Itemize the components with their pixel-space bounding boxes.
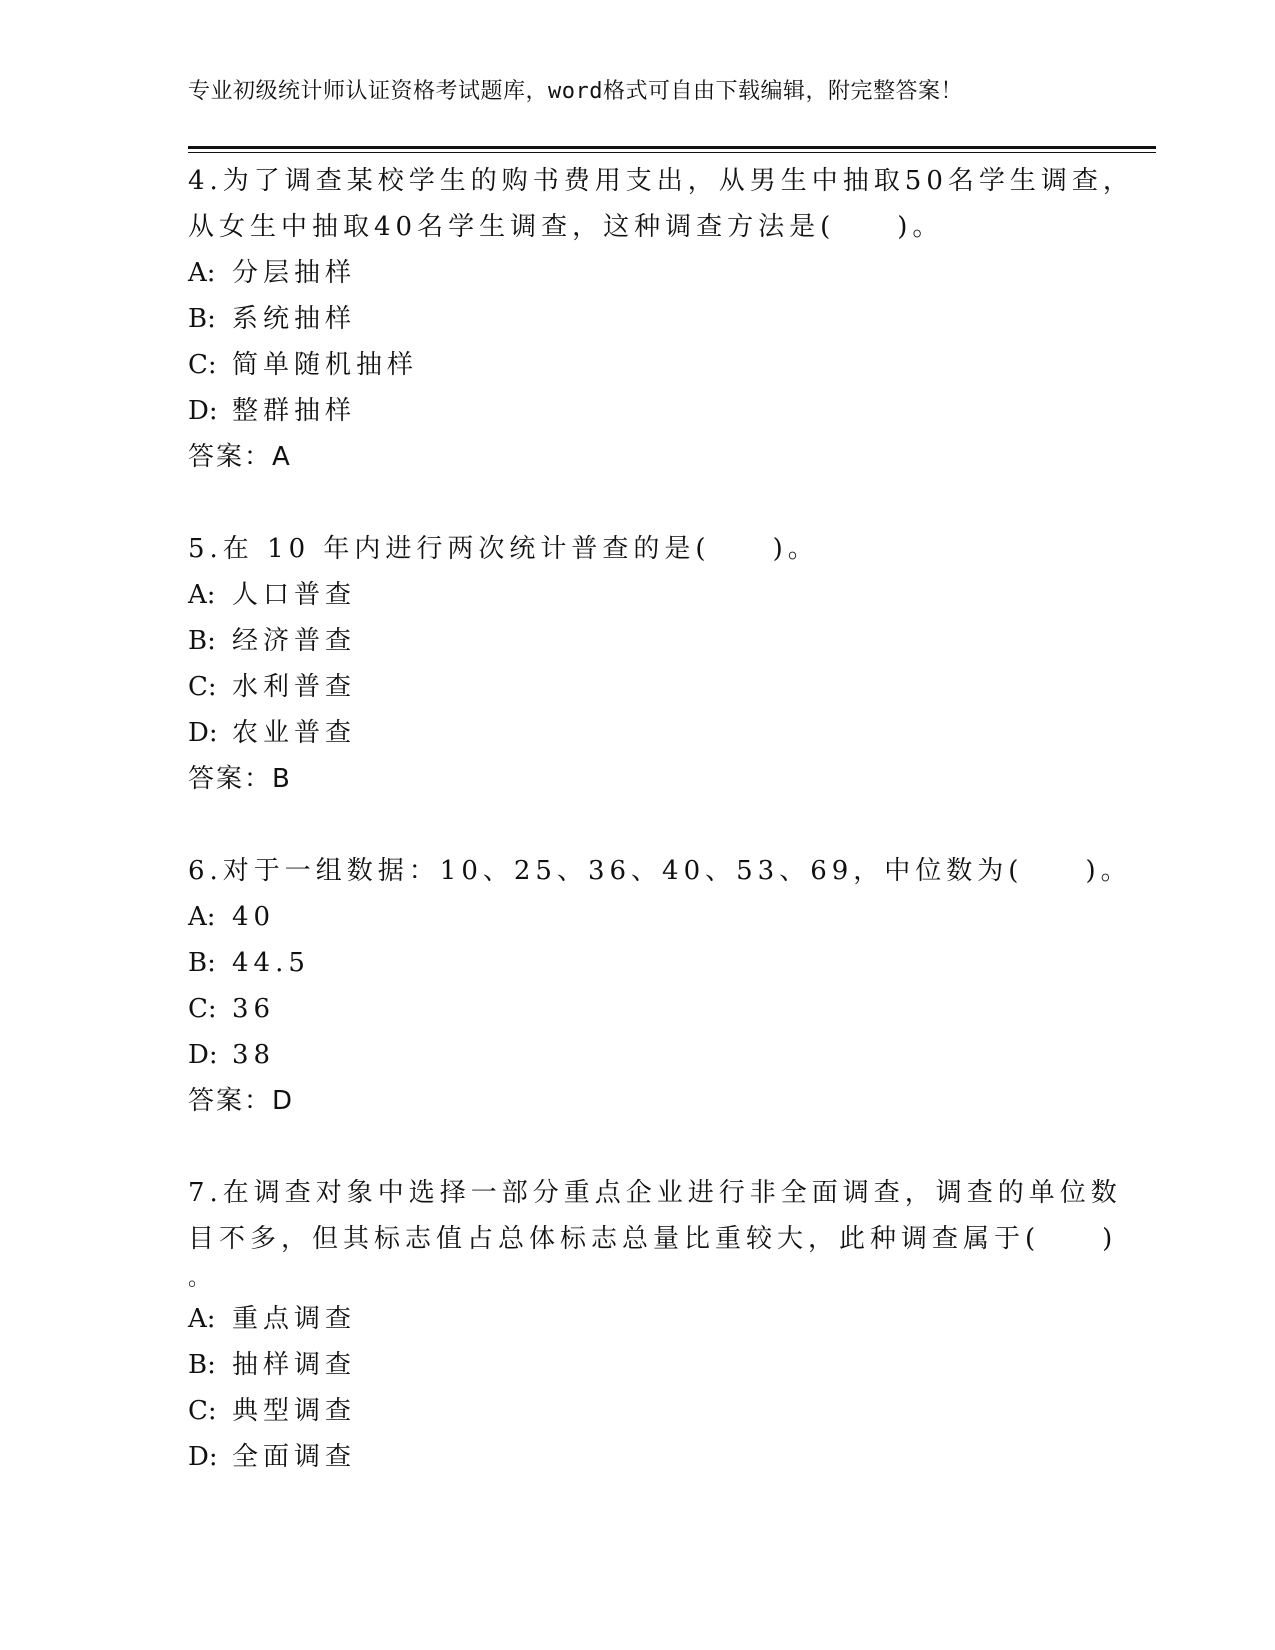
question-text-line: 6.对于一组数据：10、25、36、40、53、69，中位数为( )。 — [188, 856, 1132, 886]
option-text: 重点调查 — [232, 1304, 357, 1334]
option-letter: C: — [188, 350, 217, 380]
question-4 — [188, 158, 1134, 480]
answer-line: 答案：A — [188, 442, 292, 472]
option-text: 36 — [232, 994, 276, 1024]
option-letter: C: — [188, 672, 217, 702]
option-c — [188, 986, 1088, 1032]
option-text: 抽样调查 — [232, 1350, 357, 1380]
option-text: 分层抽样 — [232, 258, 357, 288]
option-d — [188, 710, 1088, 756]
option-letter: C: — [188, 994, 217, 1024]
option-d — [188, 388, 1088, 434]
option-text: 整群抽样 — [232, 396, 357, 426]
option-b — [188, 1342, 1088, 1388]
option-letter: B: — [188, 948, 216, 978]
option-text: 农业普查 — [232, 718, 357, 748]
option-c — [188, 664, 1088, 710]
question-text-line: 从女生中抽取40名学生调查，这种调查方法是( )。 — [188, 212, 944, 242]
option-a — [188, 250, 1088, 296]
option-text: 38 — [232, 1040, 276, 1070]
option-letter: A: — [188, 1304, 216, 1334]
option-text: 系统抽样 — [232, 304, 357, 334]
question-5 — [188, 526, 1088, 802]
option-text: 水利普查 — [232, 672, 357, 702]
option-letter: A: — [188, 258, 216, 288]
option-letter: D: — [188, 1442, 218, 1472]
header-rule-thin — [188, 152, 1156, 153]
option-text: 经济普查 — [232, 626, 357, 656]
option-text: 典型调查 — [232, 1396, 357, 1426]
option-letter: D: — [188, 396, 218, 426]
option-letter: B: — [188, 1350, 216, 1380]
option-text: 44.5 — [232, 948, 310, 978]
question-text-line: 4.为了调查某校学生的购书费用支出，从男生中抽取50名学生调查， — [188, 166, 1134, 196]
answer-line: 答案：D — [188, 1086, 295, 1116]
option-a — [188, 1296, 1088, 1342]
option-letter: A: — [188, 580, 216, 610]
option-b — [188, 618, 1088, 664]
option-letter: B: — [188, 626, 216, 656]
header-rule-thick — [188, 146, 1156, 149]
option-text: 全面调查 — [232, 1442, 357, 1472]
option-b — [188, 940, 1088, 986]
option-b — [188, 296, 1088, 342]
option-letter: D: — [188, 1040, 218, 1070]
option-letter: D: — [188, 718, 218, 748]
option-d — [188, 1434, 1088, 1480]
option-c — [188, 342, 1088, 388]
question-text-line: 目不多，但其标志值占总体标志总量比重较大，此种调查属于( ) — [188, 1224, 1118, 1254]
question-text-line: 。 — [188, 1266, 216, 1291]
option-a — [188, 894, 1088, 940]
question-text-line: 7.在调查对象中选择一部分重点企业进行非全面调查，调查的单位数 — [188, 1178, 1122, 1208]
question-6 — [188, 848, 1132, 1124]
option-letter: C: — [188, 1396, 217, 1426]
answer-line: 答案：B — [188, 764, 292, 794]
option-text: 人口普查 — [232, 580, 357, 610]
option-letter: B: — [188, 304, 216, 334]
question-text-line: 5.在 10 年内进行两次统计普查的是( )。 — [188, 534, 819, 564]
page-header: 专业初级统计师认证资格考试题库，word格式可自由下载编辑，附完整答案！ — [188, 79, 963, 104]
option-letter: A: — [188, 902, 216, 932]
option-c — [188, 1388, 1088, 1434]
option-text: 简单随机抽样 — [232, 350, 419, 380]
option-d — [188, 1032, 1088, 1078]
option-a — [188, 572, 1088, 618]
option-text: 40 — [232, 902, 276, 932]
question-list — [188, 158, 1134, 1526]
question-7 — [188, 1170, 1122, 1480]
